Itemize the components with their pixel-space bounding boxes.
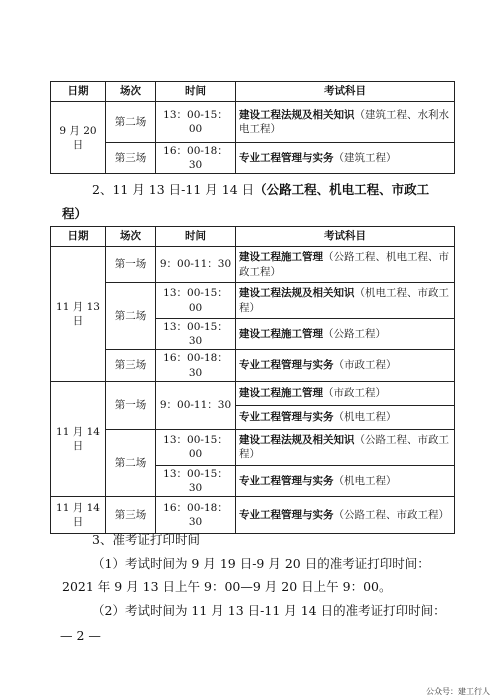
header-time: 时间 — [156, 227, 236, 247]
session-cell: 第一场 — [106, 247, 156, 283]
subject-cell — [236, 497, 455, 534]
exam-schedule-table-2 — [50, 226, 455, 534]
section-2-dates: 2、11 月 13 日-11 月 14 日 — [92, 182, 255, 197]
subject-name: 专业工程管理与实务 — [239, 411, 334, 424]
subject-name: 专业工程管理与实务 — [239, 508, 334, 521]
time-cell: 16：00-18：30 — [156, 350, 236, 381]
page-number: — 2 — — [60, 628, 101, 643]
subject-cell — [236, 465, 455, 496]
table-row — [51, 381, 455, 405]
table-row — [51, 429, 455, 465]
session-cell: 第一场 — [106, 381, 156, 429]
time-cell: 13：00-15：30 — [156, 319, 236, 350]
table-header-row — [51, 227, 455, 247]
subject-note: （公路工程、市政工程） — [239, 434, 449, 461]
table-row — [51, 143, 455, 174]
table-header-row — [51, 82, 455, 102]
subject-note: （市政工程） — [333, 359, 397, 372]
header-time: 时间 — [156, 82, 236, 102]
time-cell: 13：00-15：00 — [156, 102, 236, 143]
subject-note: （公路工程） — [323, 328, 386, 341]
subject-note: （公路工程、机电工程、市政工程） — [239, 251, 449, 278]
subject-cell — [236, 381, 455, 405]
subject-cell — [236, 429, 455, 465]
subject-name: 专业工程管理与实务 — [239, 474, 334, 487]
subject-cell — [236, 405, 455, 429]
time-cell: 16：00-18：30 — [156, 143, 236, 174]
date-cell: 9 月 20 日 — [51, 102, 106, 174]
watermark: 公众号：建工行人 — [426, 687, 490, 696]
session-cell: 第二场 — [106, 283, 156, 350]
subject-cell — [236, 319, 455, 350]
subject-name: 建设工程法规及相关知识 — [239, 434, 355, 447]
date-cell: 11 月 14 日 — [51, 381, 106, 496]
subject-name: 专业工程管理与实务 — [239, 359, 334, 372]
time-cell: 9：00-11：30 — [156, 247, 236, 283]
session-cell: 第二场 — [106, 102, 156, 143]
subject-note: （市政工程） — [323, 387, 386, 400]
header-date: 日期 — [51, 227, 106, 247]
session-cell: 第三场 — [106, 143, 156, 174]
table-row — [51, 350, 455, 381]
header-session: 场次 — [106, 227, 156, 247]
time-cell: 9：00-11：30 — [156, 381, 236, 429]
subject-note: （建筑工程、水利水电工程） — [239, 108, 449, 135]
table-row — [51, 247, 455, 283]
paragraph-1-line-2: 2021 年 9 月 13 日上午 9：00—9 月 20 日上午 9：00。 — [62, 579, 392, 594]
session-cell: 第三场 — [106, 350, 156, 381]
section-2-subjects: （公路工程、机电工程、市政工 — [254, 182, 430, 197]
subject-note: （建筑工程） — [333, 152, 397, 165]
subject-name: 建设工程施工管理 — [239, 387, 323, 400]
time-cell: 16：00-18：30 — [156, 497, 236, 534]
time-cell: 13：00-15：00 — [156, 283, 236, 319]
time-cell: 13：00-15：00 — [156, 429, 236, 465]
header-subject: 考试科目 — [236, 82, 455, 102]
subject-name: 建设工程施工管理 — [239, 251, 323, 264]
subject-name: 专业工程管理与实务 — [239, 152, 334, 165]
exam-schedule-table-1 — [50, 81, 455, 174]
subject-cell — [236, 143, 455, 174]
subject-note: （机电工程） — [333, 411, 397, 424]
subject-note: （公路工程、市政工程） — [333, 508, 449, 521]
subject-name: 建设工程法规及相关知识 — [239, 108, 355, 121]
date-cell: 11 月 14 日 — [51, 497, 106, 534]
session-cell: 第三场 — [106, 497, 156, 534]
subject-note: （机电工程、市政工程） — [239, 287, 449, 314]
header-subject: 考试科目 — [236, 227, 455, 247]
subject-cell — [236, 350, 455, 381]
paragraph-1-line-1: （1）考试时间为 9 月 19 日-9 月 20 日的准考证打印时间： — [92, 556, 430, 571]
session-cell: 第二场 — [106, 429, 156, 496]
paragraph-2-line-1: （2）考试时间为 11 月 13 日-11 月 14 日的准考证打印时间： — [92, 603, 446, 618]
subject-cell — [236, 247, 455, 283]
section-2-heading — [92, 180, 429, 198]
header-date: 日期 — [51, 82, 106, 102]
section-3-heading: 3、准考证打印时间 — [92, 532, 200, 547]
subject-name: 建设工程施工管理 — [239, 328, 323, 341]
subject-note: （机电工程） — [333, 474, 397, 487]
time-cell: 13：00-15：30 — [156, 465, 236, 496]
subject-name: 建设工程法规及相关知识 — [239, 287, 355, 300]
subject-cell — [236, 102, 455, 143]
table-row — [51, 283, 455, 319]
header-session: 场次 — [106, 82, 156, 102]
date-cell: 11 月 13 日 — [51, 247, 106, 382]
table-row — [51, 102, 455, 143]
section-2-heading-cont: 程） — [62, 206, 88, 221]
subject-cell — [236, 283, 455, 319]
table-row — [51, 497, 455, 534]
